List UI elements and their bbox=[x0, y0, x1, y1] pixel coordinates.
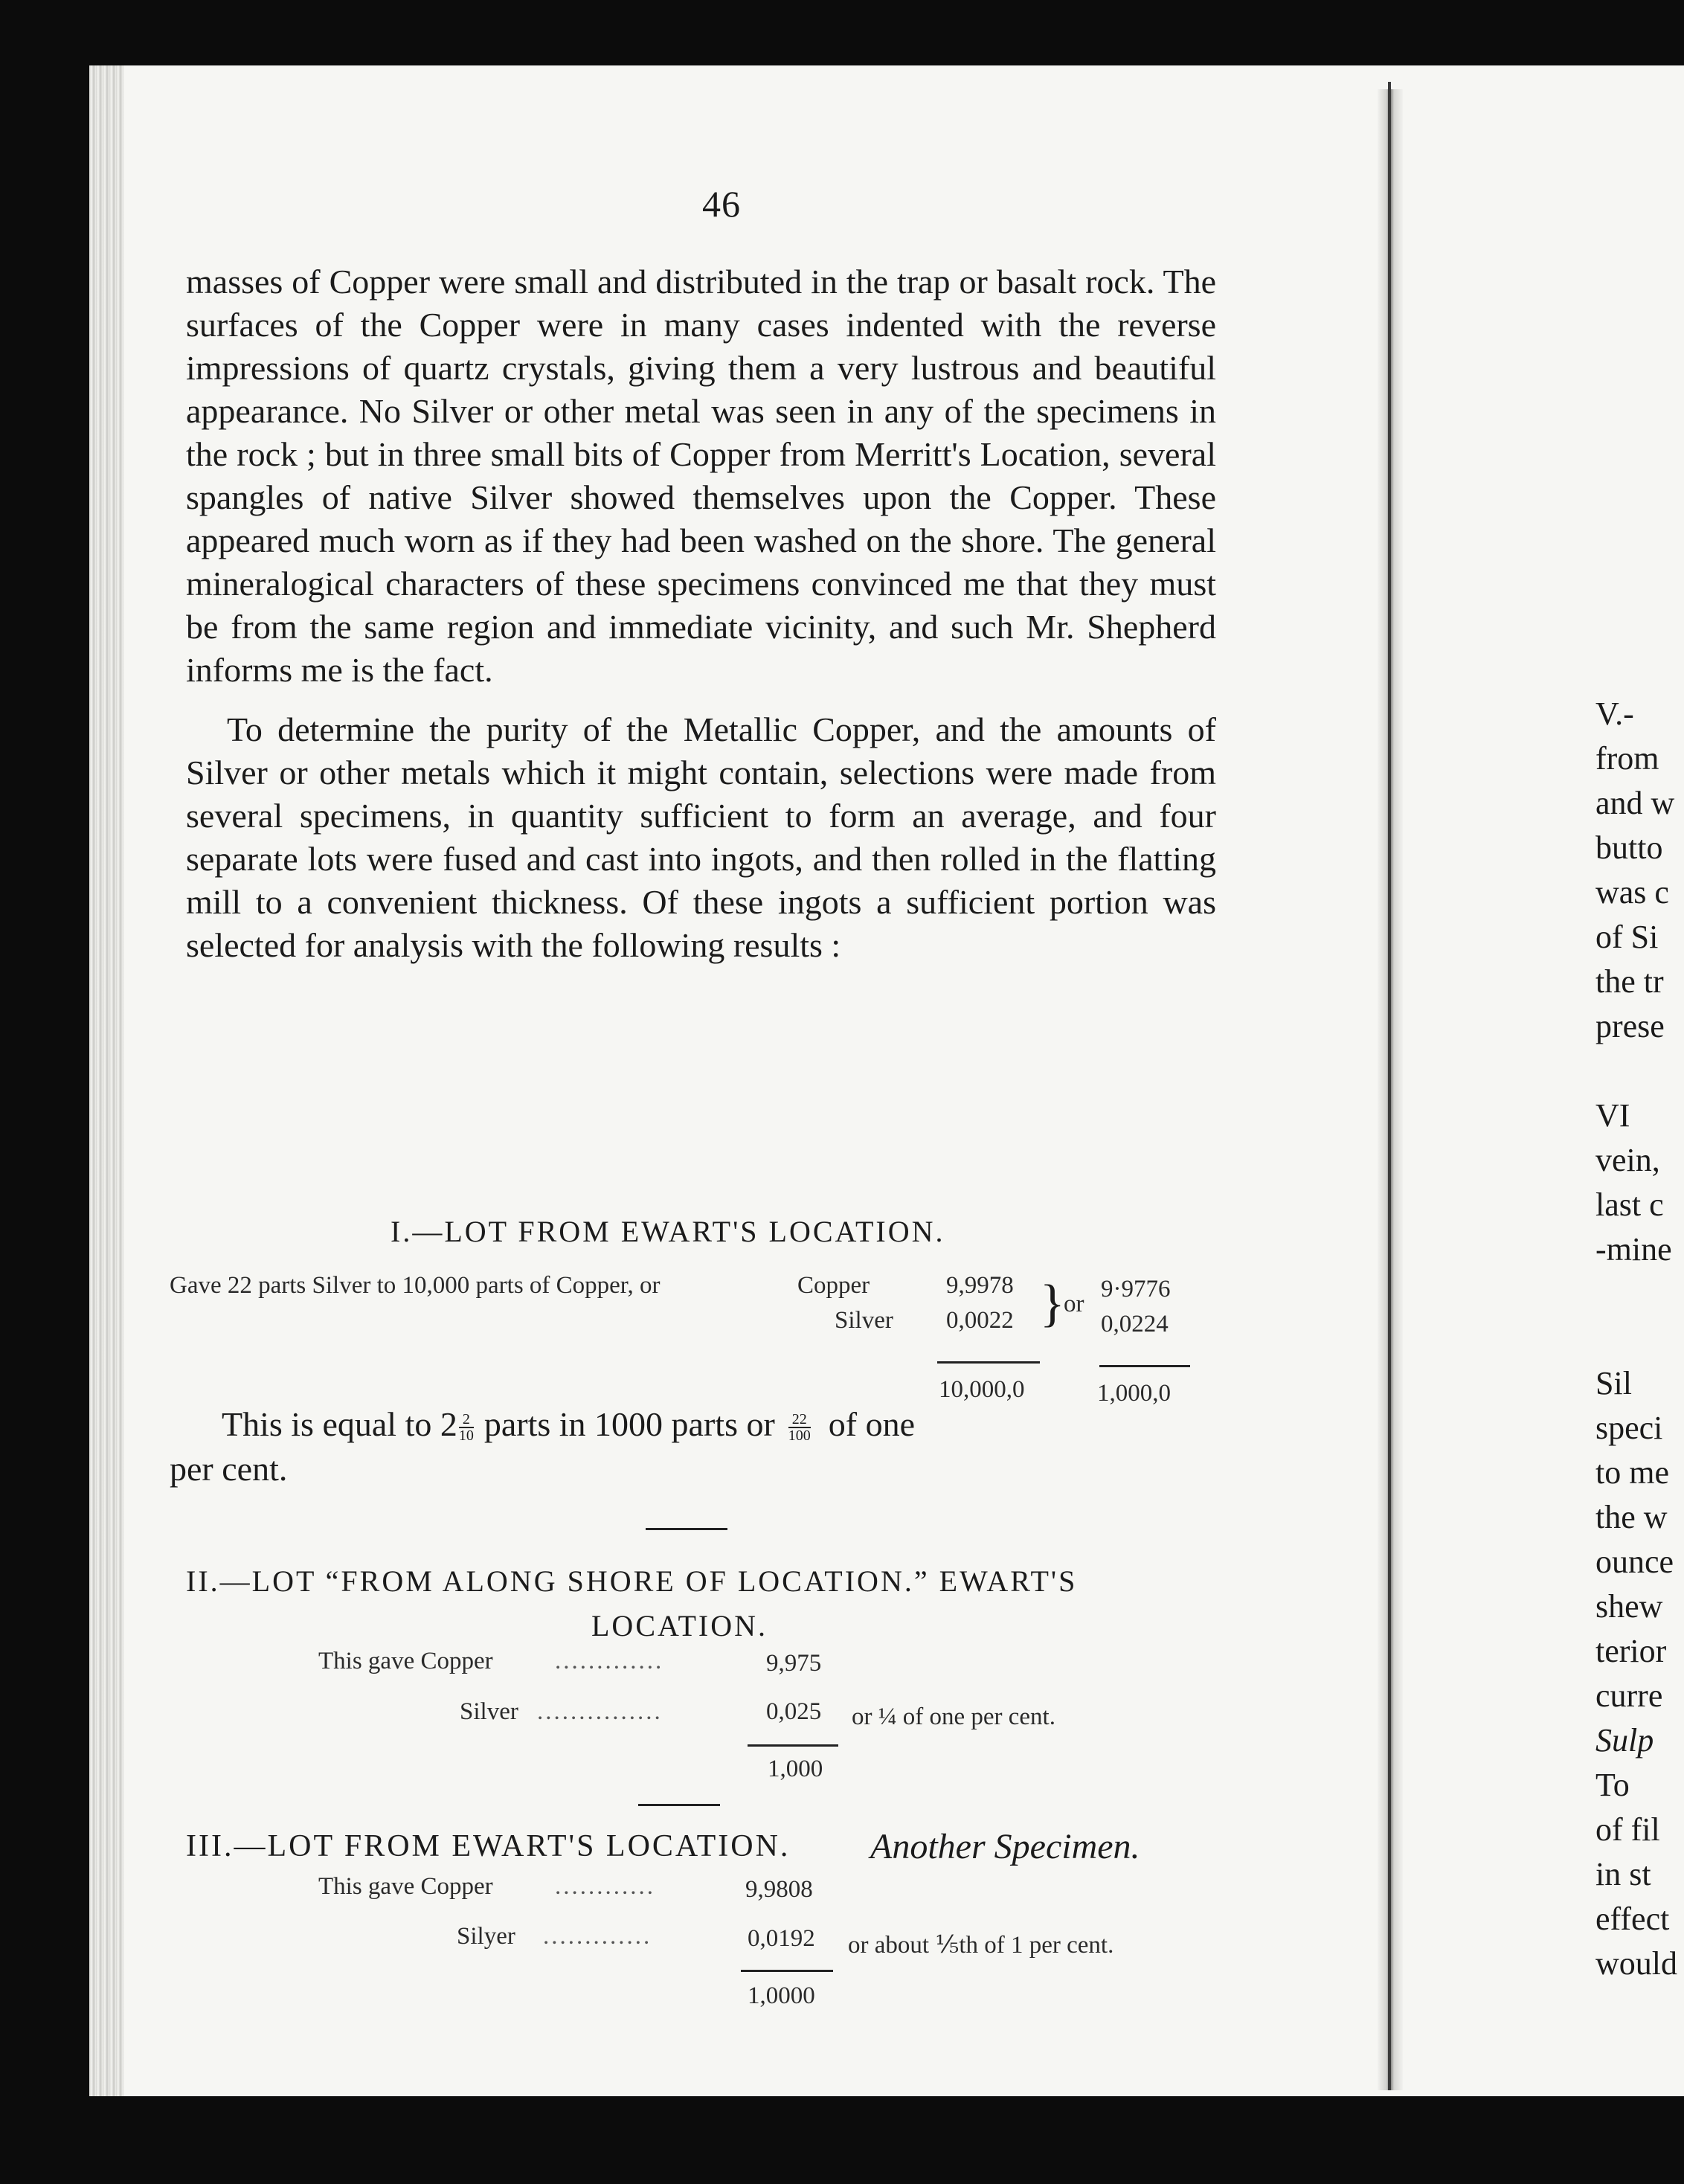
fraction-two-tenths bbox=[459, 1412, 474, 1443]
facing-line: effect bbox=[1595, 1901, 1670, 1937]
facing-line: in st bbox=[1595, 1856, 1651, 1892]
lot-3-note bbox=[848, 1930, 1113, 1959]
lot-1-copper-value: 9,9978 bbox=[946, 1272, 1014, 1299]
page-number: 46 bbox=[702, 183, 741, 225]
lot-3-note-b: th of 1 per cent. bbox=[959, 1932, 1114, 1959]
lot-2-copper-value: 9,975 bbox=[766, 1650, 822, 1677]
lot-1-total: 10,000,0 bbox=[939, 1376, 1025, 1403]
lot-3-aside: Another Specimen. bbox=[870, 1827, 1140, 1866]
facing-page-fragment bbox=[1595, 692, 1684, 1986]
lot-2-silver-value: 0,025 bbox=[766, 1698, 822, 1725]
brace-icon: } bbox=[1040, 1275, 1065, 1332]
lot-3-silver-leader: ............. bbox=[543, 1923, 652, 1950]
lot-2-sum-rule bbox=[748, 1744, 838, 1747]
facing-line: of Si bbox=[1595, 919, 1659, 955]
lot-1-or: or bbox=[1064, 1291, 1084, 1317]
fraction-1-numerator: 2 bbox=[459, 1412, 474, 1428]
facing-line: to me bbox=[1595, 1454, 1669, 1491]
lot-3-silver-value: 0,0192 bbox=[748, 1925, 815, 1952]
facing-line bbox=[1595, 1317, 1684, 1361]
facing-line: and w bbox=[1595, 785, 1675, 821]
lot-1-alt-silver: 0,0224 bbox=[1101, 1311, 1169, 1337]
facing-line: butto bbox=[1595, 829, 1663, 866]
fraction-2-denominator: 100 bbox=[788, 1427, 811, 1445]
lot-1-silver-label: Silver bbox=[835, 1307, 893, 1334]
facing-line: the w bbox=[1595, 1499, 1668, 1535]
fraction-1-denominator: 10 bbox=[458, 1427, 474, 1445]
section-divider-1 bbox=[646, 1528, 727, 1530]
lot-2-title-line-2: LOCATION. bbox=[591, 1609, 768, 1642]
facing-line: Sil bbox=[1595, 1365, 1632, 1401]
lot-2-copper-label: This gave Copper bbox=[318, 1648, 493, 1674]
fraction-22-hundredths bbox=[788, 1412, 811, 1443]
lot-3-note-fraction: ⅕ bbox=[935, 1932, 960, 1959]
equal-text-mid: parts in 1000 parts or bbox=[483, 1405, 775, 1443]
facing-line: curre bbox=[1595, 1677, 1663, 1714]
lot-1-alt-total: 1,000,0 bbox=[1097, 1380, 1171, 1407]
facing-line bbox=[1595, 1049, 1684, 1093]
lot-2-title-line-1: II.—LOT “FROM ALONG SHORE OF LOCATION.” EWART'S bbox=[186, 1564, 1078, 1598]
lot-2-note: or ¼ of one per cent. bbox=[852, 1703, 1055, 1730]
facing-line: speci bbox=[1595, 1410, 1663, 1446]
facing-line: VI bbox=[1595, 1097, 1630, 1134]
lot-1-alt-sum-rule bbox=[1099, 1365, 1190, 1367]
lot-2-silver-leader: ............... bbox=[537, 1698, 663, 1725]
facing-line: -mine bbox=[1595, 1231, 1672, 1268]
facing-line: terior bbox=[1595, 1633, 1667, 1669]
lot-1-equal-line-2: per cent. bbox=[170, 1450, 288, 1488]
facing-line: To bbox=[1595, 1767, 1630, 1803]
lot-3-sum-rule bbox=[741, 1970, 833, 1972]
facing-line: ounce bbox=[1595, 1544, 1674, 1580]
lot-1-copper-label: Copper bbox=[797, 1272, 870, 1299]
lot-2-total: 1,000 bbox=[768, 1756, 823, 1782]
lot-1-alt-copper: 9·9776 bbox=[1101, 1276, 1171, 1303]
lot-1-sum-rule bbox=[937, 1361, 1040, 1364]
paragraph-2: To determine the purity of the Metallic Copper, and the amounts of Silver or other metals which it might contain, selections were made from several specimens, in quantity sufficient to form an average, and four separate lots were fused and cast into ingots, and then rolled in the flatting mill to a convenient thickness. Of these ingots a sufficient portion was selected for analysis with the following results : bbox=[186, 710, 1216, 964]
facing-line: V.- bbox=[1595, 696, 1634, 732]
equal-text-end: of one bbox=[828, 1405, 916, 1443]
lot-2-copper-leader: ............. bbox=[555, 1648, 664, 1674]
facing-line: was c bbox=[1595, 874, 1669, 910]
lot-1-intro: Gave 22 parts Silver to 10,000 parts of Copper, or bbox=[170, 1272, 661, 1299]
fraction-2-numerator: 22 bbox=[788, 1412, 811, 1428]
facing-line: would bbox=[1595, 1945, 1677, 1982]
page-edge bbox=[89, 65, 123, 2096]
lot-1-silver-value: 0,0022 bbox=[946, 1307, 1014, 1334]
lot-2-silver-label: Silver bbox=[460, 1698, 518, 1725]
facing-line: Sulp bbox=[1595, 1722, 1654, 1759]
lot-1-equal-text bbox=[222, 1404, 915, 1444]
facing-line: vein, bbox=[1595, 1142, 1660, 1178]
facing-line: of fil bbox=[1595, 1811, 1660, 1848]
paragraph-1: masses of Copper were small and distributed in the trap or basalt rock. The surfaces of the Copper were in many cases indented with the reverse impressions of quartz crystals, giving them a very lustrous and beautiful appearance. No Silver or other metal was seen in any of the specimens in the rock ; but in three small bits of Copper from Merritt's Location, several spangles of native Silver showed themselves upon the Copper. These appeared much worn as if they had been washed on the shore. The general mineralogical characters of these specimens convinced me that they must be from the same region and immediate vicinity, and such Mr. Shepherd informs me is the fact. bbox=[186, 263, 1216, 689]
equal-text-start: This is equal to 2 bbox=[222, 1405, 457, 1443]
lot-3-silver-label: Silyer bbox=[457, 1923, 515, 1950]
facing-line: the tr bbox=[1595, 963, 1664, 1000]
lot-3-title: III.—LOT FROM EWART'S LOCATION. bbox=[186, 1829, 791, 1863]
section-divider-2 bbox=[638, 1804, 720, 1806]
facing-line: from bbox=[1595, 740, 1659, 777]
lot-3-total: 1,0000 bbox=[748, 1982, 815, 2009]
facing-line: last c bbox=[1595, 1186, 1664, 1223]
lot-3-note-a: or about bbox=[848, 1932, 930, 1959]
facing-line bbox=[1595, 1272, 1684, 1317]
lot-3-copper-value: 9,9808 bbox=[745, 1876, 813, 1903]
lot-3-copper-label: This gave Copper bbox=[318, 1873, 493, 1900]
facing-line: prese bbox=[1595, 1008, 1665, 1044]
lot-1-title: I.—LOT FROM EWART'S LOCATION. bbox=[391, 1215, 945, 1248]
body-text bbox=[186, 260, 1216, 967]
facing-line: shew bbox=[1595, 1588, 1663, 1625]
lot-3-copper-leader: ............ bbox=[555, 1873, 655, 1900]
gutter-binding-line bbox=[1388, 82, 1391, 2090]
